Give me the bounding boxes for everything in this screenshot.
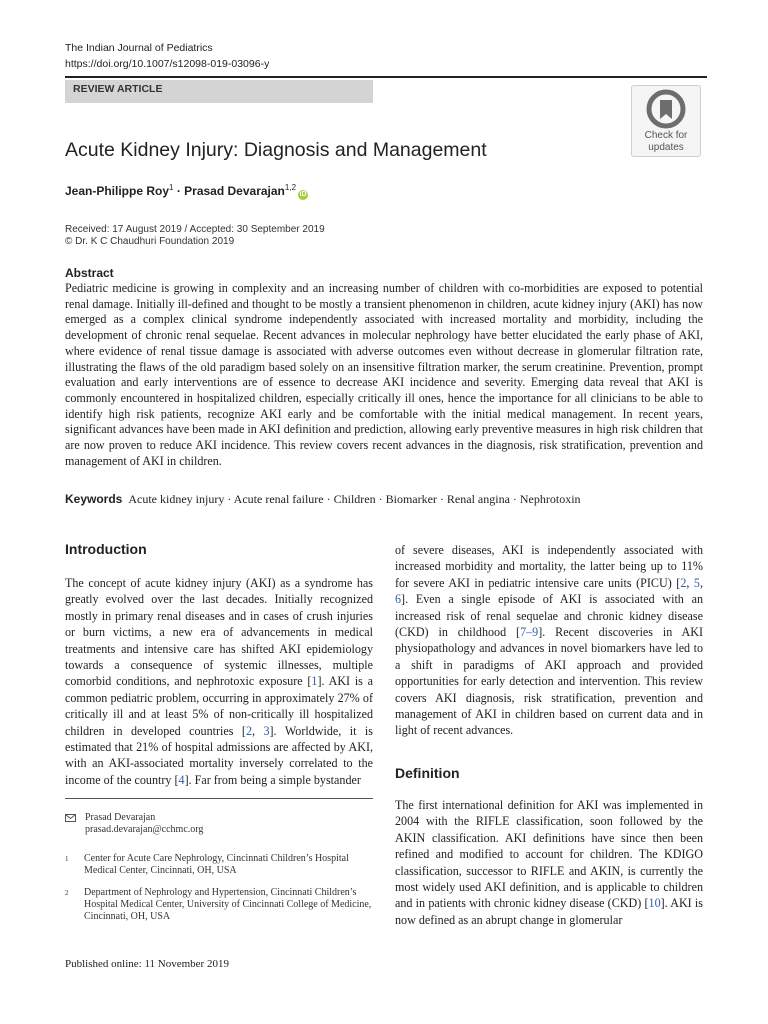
text-run: ]. Far from being a simple bystander bbox=[184, 772, 361, 787]
keywords-line bbox=[65, 492, 705, 507]
journal-header bbox=[65, 40, 269, 72]
citation-link[interactable]: 2 bbox=[245, 723, 252, 738]
definition-heading: Definition bbox=[395, 765, 460, 781]
header-rule bbox=[65, 76, 707, 78]
footnote-rule bbox=[65, 798, 373, 799]
keywords-list: Acute kidney injury · Acute renal failure · Children · Biomarker · Renal angina · Nephrotoxin bbox=[128, 492, 581, 506]
citation-link[interactable]: 4 bbox=[178, 772, 185, 787]
citation-link[interactable]: 3 bbox=[263, 723, 270, 738]
affiliation-text: Center for Acute Care Nephrology, Cincinnati Children’s Hospital Medical Center, Cincinnati, OH, USA bbox=[84, 853, 349, 876]
correspondence-name: Prasad Devarajan bbox=[85, 812, 156, 823]
text-run: ]. AKI is a common pediatric problem, occurring in approximately 27% of critically ill and at least 5% of non-critically ill hospitalized children in developed countries [ bbox=[65, 674, 373, 738]
correspondence-email[interactable]: prasad.devarajan@cchmc.org bbox=[85, 824, 204, 835]
text-run: ]. Recent discoveries in AKI physiopathology and advances in novel biomarkers have led to a shift in paradigms of AKI approach and provided opportunities for early detection and intervention. This review covers AKI diagnosis, risk stratification, prevention and management of AKI in children based on current data and in light of recent advances. bbox=[395, 625, 704, 738]
author-list bbox=[65, 183, 308, 200]
text-run: The first international definition for AKI was implemented in 2004 with the RIFLE classification, soon followed by the AKIN classification. AKI definitions have since then been refined and modified to account for children. The KDIGO classification, successor to RIFLE and AKIN, is currently the most widely used AKI definition, and is applicable to children and in patients with chronic kidney disease (CKD) [ bbox=[395, 798, 703, 911]
author-name: Jean-Philippe Roy bbox=[65, 184, 170, 198]
citation-link[interactable]: 7–9 bbox=[520, 625, 539, 640]
introduction-heading: Introduction bbox=[65, 541, 147, 557]
correspondence-block bbox=[65, 812, 365, 836]
affiliation-text: Department of Nephrology and Hypertension, Cincinnati Children’s Hospital Medical Center, University of Cincinnati College of Medicine, Cincinnati, OH, USA bbox=[84, 887, 372, 922]
text-run: of severe diseases, AKI is independently associated with increased morbidity and mortality, the latter being up to 11% for severe AKI in pediatric intensive care units (PICU) [ bbox=[395, 543, 703, 590]
check-for-updates-badge[interactable] bbox=[631, 85, 701, 157]
text-run: , bbox=[699, 575, 703, 590]
abstract-heading: Abstract bbox=[65, 266, 114, 280]
copyright-line: © Dr. K C Chaudhuri Foundation 2019 bbox=[65, 236, 235, 247]
affiliation-1 bbox=[65, 853, 373, 877]
affiliation-marker: 1 bbox=[169, 183, 174, 192]
article-title: Acute Kidney Injury: Diagnosis and Management bbox=[65, 139, 487, 161]
envelope-icon bbox=[65, 814, 76, 822]
author-name: Prasad Devarajan bbox=[184, 184, 285, 198]
publication-dates bbox=[65, 224, 325, 248]
text-run: ]. AKI is now defined as an abrupt change in glomerular bbox=[395, 896, 704, 927]
orcid-icon[interactable]: iD bbox=[299, 191, 307, 198]
published-online: Published online: 11 November 2019 bbox=[65, 958, 229, 970]
affiliation-number: 1 bbox=[65, 855, 69, 863]
citation-link[interactable]: 10 bbox=[648, 896, 661, 911]
citation-link[interactable]: 5 bbox=[693, 575, 700, 590]
text-run: ]. Even a single episode of AKI is associated with an increased risk of renal sequelae and chronic kidney disease (CKD) in childhood [ bbox=[395, 592, 703, 640]
abstract-text: Pediatric medicine is growing in complexity and an increasing number of children with co-morbidities are exposed to potential renal damage. Initially ill-defined and thought to be mostly a transient phenomenon in children, acute kidney injury (AKI) has now emerged as a complex clinical syndrome independently associated with increased mortality and morbidity, including the development of chronic renal sequelae. Recent advances in molecular nephrology have better elucidated the early phase of AKI, where evidence of renal tissue damage is associated with adverse outcomes even without decrease in glomerular filtration rate, illustrating the flaws of the old paradigm based solely on an insensitive filtration marker, the serum creatinine. Prevention, prompt evaluation and early interventions are of essence to decrease AKI incidence and severity. Emerging data reveal that AKI is commonly encountered in hospitalized children, especially critically ill ones, hence the importance for all clinicians to be able to identify high risk patients, recognize AKI early and be comfortable with the initial medical management. In recent years, significant advances have been made in AKI definition and prediction, allowing early preventive measures in high risk children that are now proven to reduce AKI incidence. This review covers recent advances in the diagnosis, risk stratification, prevention and management of AKI in children. bbox=[65, 281, 703, 468]
affiliation-marker: 1,2 bbox=[284, 183, 297, 192]
citation-link[interactable]: 2 bbox=[680, 575, 687, 590]
keywords-label: Keywords bbox=[65, 492, 123, 506]
text-run: , bbox=[251, 723, 264, 738]
text-run: The concept of acute kidney injury (AKI) as a syndrome has greatly evolved over the last decades. Initially recognized mostly in primary renal diseases and in cases of crush injuries or burn victims, a new era of advancements in medical treatments and intensive care has shifted AKI epidemiology towards a consequence of systemic illnesses, multiple comorbid conditions, and nephrotoxic exposure [ bbox=[65, 576, 373, 689]
introduction-paragraph-2 bbox=[395, 542, 703, 739]
doi-link[interactable]: https://doi.org/10.1007/s12098-019-03096-y bbox=[65, 58, 270, 70]
author-separator: · bbox=[173, 184, 185, 198]
introduction-paragraph-1 bbox=[65, 575, 373, 788]
badge-line2: updates bbox=[648, 142, 684, 153]
text-run: , bbox=[686, 575, 694, 590]
bookmark-ring-icon bbox=[646, 89, 686, 129]
journal-name: The Indian Journal of Pediatrics bbox=[65, 42, 213, 54]
text-run: ]. Worldwide, it is estimated that 21% of hospital admissions are affected by AKI, with an AKI-associated mortality inversely correlated to the income of the country [ bbox=[65, 723, 373, 787]
article-type-banner: REVIEW ARTICLE bbox=[65, 80, 373, 103]
citation-link[interactable]: 6 bbox=[395, 592, 402, 607]
received-accepted: Received: 17 August 2019 / Accepted: 30 September 2019 bbox=[65, 224, 325, 235]
affiliation-2 bbox=[65, 887, 373, 923]
badge-line1: Check for bbox=[644, 130, 688, 141]
citation-link[interactable]: 1 bbox=[311, 674, 318, 689]
affiliation-number: 2 bbox=[65, 889, 69, 897]
definition-paragraph-1 bbox=[395, 797, 703, 928]
